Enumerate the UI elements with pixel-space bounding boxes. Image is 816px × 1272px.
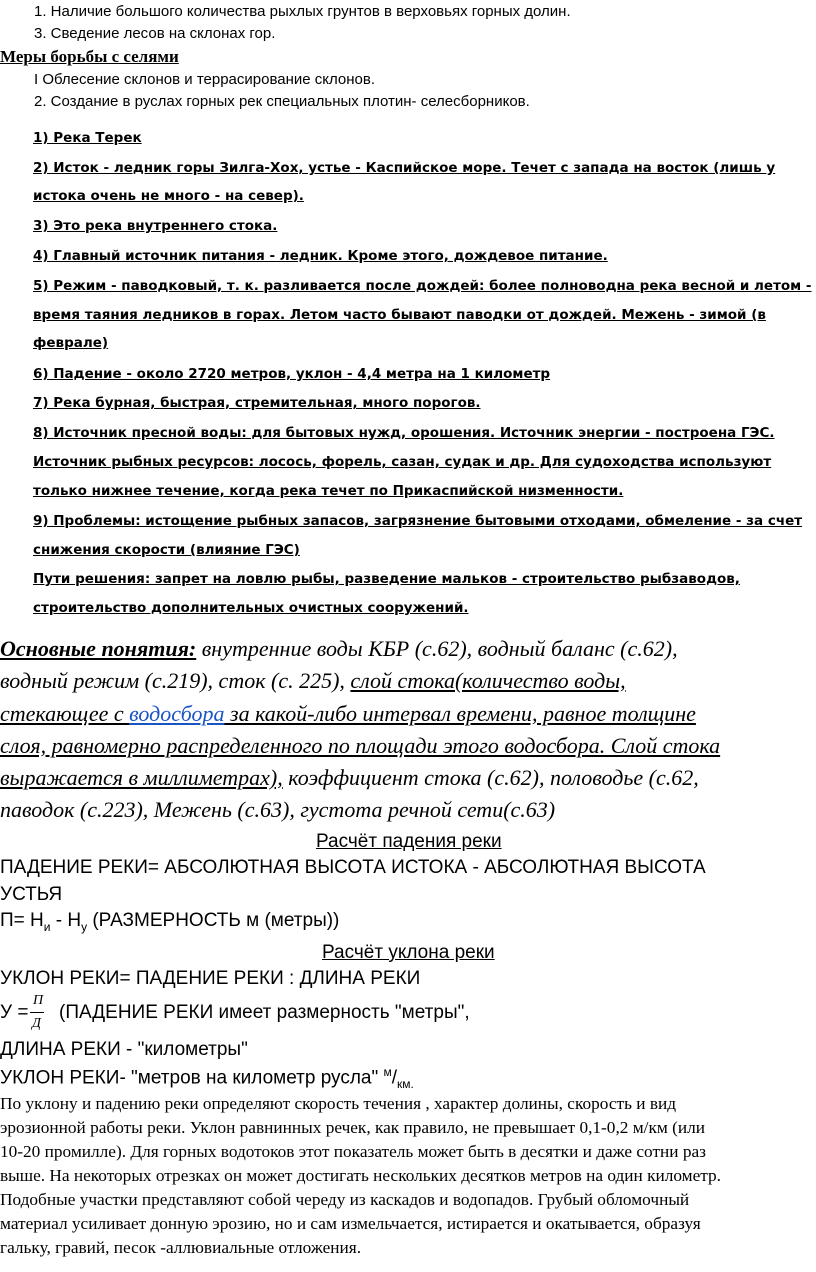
concepts-line: водный режим (с.219), сток (с. 225), слой стока(количество воды, [0, 668, 626, 693]
list-item: I Облесение склонов и террасирование склонов. [34, 71, 376, 88]
river-line: снижения скорости (влияние ГЭС) [33, 542, 300, 558]
concepts-line: стекающее с водосбора за какой-либо интервал времени, равное толщине [0, 701, 696, 726]
river-line: 7) Река бурная, быстрая, стремительная, много порогов. [33, 395, 481, 411]
river-line: 8) Источник пресной воды: для бытовых нужд, орошения. Источник энергии - построена ГЭС. [33, 425, 775, 441]
river-line: 9) Проблемы: истощение рыбных запасов, загрязнение бытовыми отходами, обмеление - за счет [33, 513, 803, 529]
paragraph-line: выше. На некоторых отрезках он может достигать нескольких десятков метров на один километр. [0, 1166, 721, 1185]
fraction-numerator: П [33, 993, 44, 1008]
river-line: Источник рыбных ресурсов: лосось, форель, сазан, судак и др. Для судоходства используют [33, 454, 772, 470]
watershed-link[interactable]: водосбора [129, 701, 225, 726]
fall-title: Расчёт падения реки [316, 831, 502, 852]
slope-unit-line: УКЛОН РЕКИ- "метров на километр русла" $^м/_{км.}$ [0, 1065, 414, 1092]
list-item: 1. Наличие большого количества рыхлых грунтов в верховьях горных долин. [34, 3, 571, 20]
river-line: только нижнее течение, когда река течет по Прикаспийской низменности. [33, 483, 624, 499]
fraction-denominator: Д [32, 1016, 41, 1031]
fall-formula: УСТЬЯ [0, 884, 63, 905]
slope-lhs: У = [0, 1002, 29, 1023]
length-unit-line: ДЛИНА РЕКИ - "километры" [0, 1039, 248, 1060]
fall-formula: ПАДЕНИЕ РЕКИ= АБСОЛЮТНАЯ ВЫСОТА ИСТОКА - АБСОЛЮТНАЯ ВЫСОТА [0, 857, 706, 878]
slope-formula: УКЛОН РЕКИ= ПАДЕНИЕ РЕКИ : ДЛИНА РЕКИ [0, 968, 421, 989]
paragraph-line: гальку, гравий, песок -аллювиальные отложения. [0, 1238, 362, 1257]
concepts-line: Основные понятия: внутренние воды КБР (с.62), водный баланс (с.62), [0, 636, 678, 661]
concepts-line: выражается в миллиметрах), коэффициент стока (с.62), половодье (с.62, [0, 765, 699, 790]
paragraph-line: эрозионной работы реки. Уклон равнинных речек, как правило, не превышает 0,1-0,2 м/км (или [0, 1118, 705, 1137]
list-item: 2. Создание в руслах горных рек специальных плотин- селесборников. [34, 93, 530, 110]
list-item: 3. Сведение лесов на склонах гор. [34, 25, 276, 42]
paragraph-line: По уклону и падению реки определяют скорость течения , характер долины, скорость и вид [0, 1094, 677, 1113]
concepts-line: слоя, равномерно распределенного по площади этого водосбора. Слой стока [0, 733, 721, 758]
river-line: Пути решения: запрет на ловлю рыбы, разведение мальков - строительство рыбзаводов, [33, 571, 740, 587]
river-line: 1) Река Терек [33, 130, 142, 146]
paragraph-line: Подобные участки представляют собой череду из каскадов и водопадов. Грубый обломочный [0, 1190, 690, 1209]
river-line: 4) Главный источник питания - ледник. Кроме этого, дождевое питание. [33, 248, 608, 264]
paragraph-line: материал усиливает донную эрозию, но и сам измельчается, истирается и окатывается, образуя [0, 1214, 701, 1233]
river-line: 6) Падение - около 2720 метров, уклон - 4,4 метра на 1 километр [33, 366, 551, 382]
concepts-line: паводок (с.223), Межень (с.63), густота речной сети(с.63) [0, 797, 556, 822]
river-line: 2) Исток - ледник горы Зилга-Хох, устье - Каспийское море. Течет с запада на восток (лишь у [33, 160, 776, 176]
slope-title: Расчёт уклона реки [322, 942, 495, 963]
fall-short-formula: $П= Н_и - Н_у$ (РАЗМЕРНОСТЬ м (метры)) [0, 910, 340, 934]
river-line: строительство дополнительных очистных сооружений. [33, 600, 469, 616]
river-line: истока очень не много - на север). [33, 188, 304, 204]
section-heading: Меры борьбы с селями [0, 47, 179, 66]
river-line: время таяния ледников в горах. Летом часто бывают паводки от дождей. Межень - зимой (в [33, 307, 766, 323]
paragraph-line: 10-20 промилле). Для горных водотоков этот показатель может быть в десятки и даже сотни раз [0, 1142, 706, 1161]
concepts-label: Основные понятия: [0, 636, 197, 661]
river-line: 3) Это река внутреннего стока. [33, 218, 278, 234]
river-line: 5) Режим - паводковый, т. к. разливается после дождей: более полноводна река весной и летом - [33, 278, 812, 294]
river-line: феврале) [33, 335, 109, 351]
slope-note: (ПАДЕНИЕ РЕКИ имеет размерность "метры", [59, 1002, 470, 1023]
fraction-bar [30, 1012, 44, 1013]
